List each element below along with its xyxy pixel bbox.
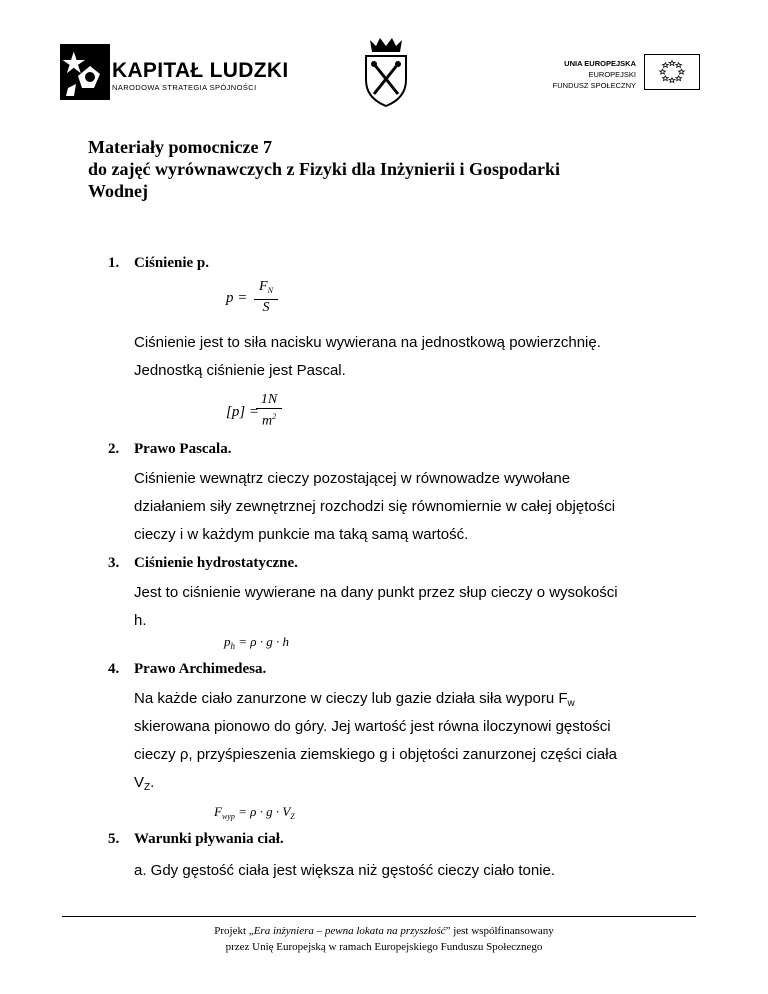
section-2-line-2: działaniem siły zewnętrznej rozchodzi się równomiernie w całej objętości [134,498,616,515]
section-number: 2. [108,441,120,457]
section-3-line-1: Jest to ciśnienie wywierane na dany punkt przez słup cieczy o wysokości [134,584,618,601]
formula-archimedes [214,804,295,821]
eu-line-1: UNIA EUROPEJSKA [564,59,636,68]
section-4-line-3: cieczy ρ, przyśpieszenia ziemskiego g i objętości zanurzonej części ciała [134,746,617,763]
formula-lhs: p [224,634,231,649]
kapital-ludzki-title: KAPITAŁ LUDZKI [112,59,289,82]
kapital-ludzki-logo-icon [60,44,112,100]
section-title: Prawo Archimedesa. [134,661,267,677]
section-3-heading [108,554,298,572]
eu-label [553,58,636,91]
section-number: 3. [108,555,120,571]
formula-rhs: = ρ · g · h [238,634,290,649]
section-3-line-2: h. [134,612,147,629]
footer-suffix: ” jest współfinansowany [445,925,554,937]
section-title: Prawo Pascala. [134,441,232,457]
university-crest-icon [356,36,416,108]
title-line-1: Materiały pomocnicze 7 [88,137,272,157]
line-sub: w [567,698,575,709]
line-sub: Z [144,782,151,793]
formula-lhs-sub: h [230,641,235,651]
frac-denominator: S [262,300,270,315]
frac-numerator: F [259,279,268,294]
frac-denominator-sup: 2 [272,412,277,421]
footer-divider [62,916,696,917]
formula-rhs-sub: Z [290,812,295,821]
frac-denominator: m [261,413,273,429]
eu-flag-icon [644,54,700,90]
eu-line-2: EUROPEJSKI [588,70,636,79]
section-number: 1. [108,255,120,271]
section-5-line-1: a. Gdy gęstość ciała jest większa niż gęstość cieczy ciało tonie. [134,862,556,879]
formula-lhs: p = [226,290,248,306]
section-5-heading [108,830,284,848]
section-2-line-1: Ciśnienie wewnątrz cieczy pozostającej w równowadze wywołane [134,470,571,487]
section-2-line-3: cieczy i w każdym punkcie ma taką samą wartość. [134,526,469,543]
section-4-line-4 [134,774,154,797]
footer-prefix: Projekt „ [214,925,254,937]
line-text: V [134,774,145,791]
section-2-heading [108,440,231,458]
section-title: Warunki pływania ciał. [134,831,284,847]
eu-line-3: FUNDUSZ SPOŁECZNY [552,81,636,90]
line-text: Na każde ciało zanurzone w cieczy lub gazie działa siła wyporu F [134,690,568,707]
section-1-heading [108,254,209,272]
formula-rhs: = ρ · g · V [238,804,291,819]
title-line-2: do zajęć wyrównawczych z Fizyki dla Inżynierii i Gospodarki [88,159,560,179]
section-title: Ciśnienie p. [134,255,210,271]
frac-numerator: 1N [256,392,282,409]
title-line-3: Wodnej [88,181,149,201]
line-text-end: . [150,774,155,791]
frac-numerator-sub: N [267,286,273,295]
section-title: Ciśnienie hydrostatyczne. [134,555,298,571]
section-1-line-1: Ciśnienie jest to siła nacisku wywierana na jednostkową powierzchnię. [134,334,601,351]
formula-unit-fraction [256,392,282,430]
formula-pressure [226,290,247,307]
section-4-line-2: skierowana pionowo do góry. Jej wartość jest równa iloczynowi gęstości [134,718,611,735]
section-4-heading [108,660,266,678]
formula-pressure-fraction [254,279,278,316]
section-number: 4. [108,661,120,677]
formula-lhs: F [214,804,222,819]
document-title [88,136,708,202]
section-number: 5. [108,831,120,847]
section-1-line-2: Jednostką ciśnienie jest Pascal. [134,362,346,379]
footer-line-1 [0,924,768,939]
footer-line-2: przez Unię Europejską w ramach Europejskiego Funduszu Społecznego [225,941,543,953]
formula-unit [226,404,259,421]
kapital-ludzki-subtitle: NARODOWA STRATEGIA SPÓJNOŚCI [112,83,257,92]
formula-lhs-sub: wyp [221,812,235,821]
formula-hydrostatic [224,634,289,651]
footer-project-name: Era inżyniera – pewna lokata na przyszłość [253,925,446,937]
formula-lhs: [p] = [226,404,260,420]
page-header [0,0,768,110]
section-4-line-1 [134,690,575,713]
